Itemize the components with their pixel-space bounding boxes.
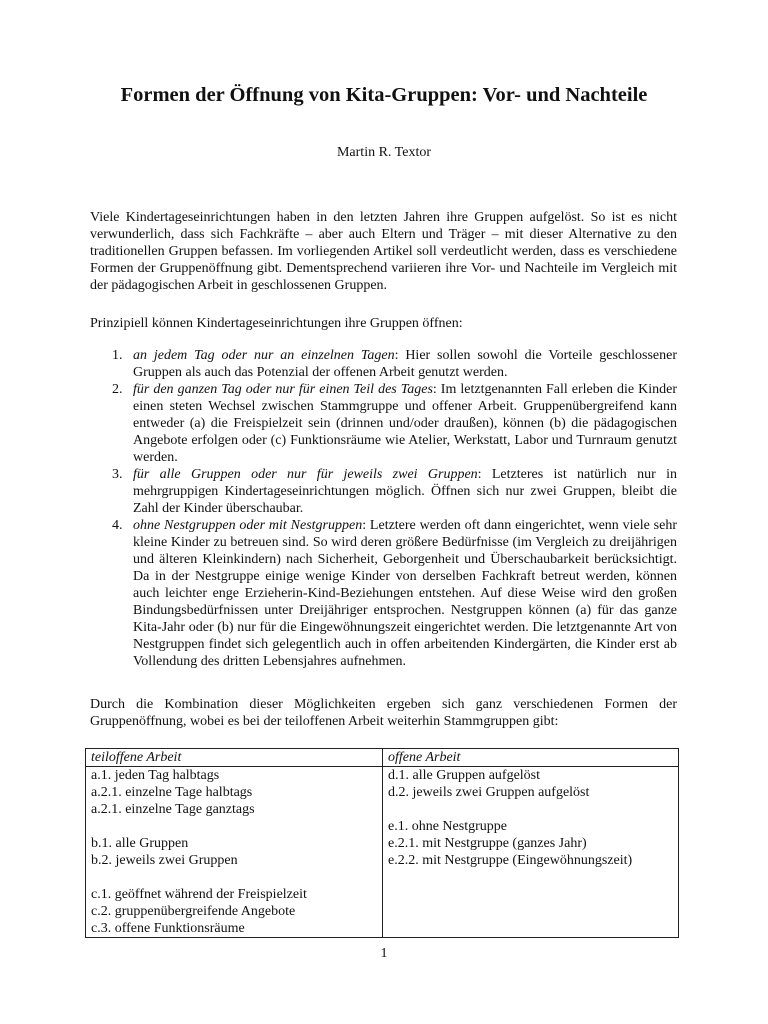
intro-paragraph: Viele Kindertageseinrichtungen haben in den letzten Jahren ihre Gruppen aufgelöst. So ist es nicht verwunderlich, dass sich Fachkräfte – aber auch Eltern und Träger – mit dieser Alternative zu den traditionellen Gruppen befassen. Im vorliegenden Artikel soll verdeutlicht werden, dass es verschiedene Formen der Gruppenöffnung gibt. Dementsprechend variieren ihre Vor- und Nachteile im Vergleich mit der pädagogischen Arbeit in geschlossenen Gruppen. — [90, 210, 677, 293]
table-cell-teiloffen — [86, 767, 383, 938]
table-line: e.2.1. mit Nestgruppe (ganzes Jahr) — [388, 836, 587, 851]
list-item — [90, 466, 677, 517]
list-item-lead: an jedem Tag oder nur an einzelnen Tagen — [133, 348, 395, 363]
list-item-text: : Letztere werden oft dann eingerichtet, wenn viele sehr kleine Kinder zu betreuen sind. So wird deren größere Bedürfnisse (im Vergleich zu dreijährigen und älteren Kleinkindern) nach Sicherheit, Geborgenheit und Überschaubarkeit berücksichtigt. Da in der Nestgruppe einige wenige Kinder von derselben Fachkraft betreut werden, können auch leichter enge Erzieherin-Kind-Beziehungen entstehen. Auf diese Weise wird den großen Bindungsbedürfnissen unter Dreijähriger entsprochen. Nestgruppen können (a) für das ganze Kita-Jahr oder (b) nur für die Eingewöhnungszeit eingerichtet werden. Die letztgenannte Art von Nestgruppen findet sich gelegentlich auch in offen arbeitenden Kindergärten, die Kinder erst ab Vollendung des dritten Lebensjahres aufnehmen. — [133, 518, 677, 669]
list-item — [90, 347, 677, 381]
list-item-lead: für den ganzen Tag oder nur für einen Teil des Tages — [133, 382, 433, 397]
table-line: b.1. alle Gruppen — [91, 836, 189, 851]
table-line: a.2.1. einzelne Tage ganztags — [91, 802, 255, 817]
table-header-row — [86, 749, 679, 767]
list-item-text: : Hier sollen sowohl die Vorteile geschlossener Gruppen als auch das Potenzial der offenen Arbeit genutzt werden. — [133, 348, 677, 380]
table-line: a.2.1. einzelne Tage halbtags — [91, 785, 253, 800]
list-item — [90, 381, 677, 466]
list-item-number: 4. — [112, 518, 123, 533]
table-line: c.1. geöffnet während der Freispielzeit — [91, 887, 307, 902]
opening-forms-table — [85, 748, 679, 938]
list-item — [90, 517, 677, 670]
table-line: b.2. jeweils zwei Gruppen — [91, 853, 238, 868]
list-item-lead: für alle Gruppen oder nur für jeweils zwei Gruppen — [133, 467, 478, 482]
author-name: Martin R. Textor — [336, 145, 432, 160]
table-row — [86, 767, 679, 938]
list-item-lead: ohne Nestgruppen oder mit Nestgruppen — [133, 518, 363, 533]
list-item-number: 2. — [112, 382, 123, 397]
list-item-text: : Im letztgenannten Fall erleben die Kinder einen steten Wechsel zwischen Stammgruppe und offener Arbeit. Gruppenübergreifend kann entweder (a) die Freispielzeit sein (drinnen und/oder draußen), können (b) die pädagogischen Angebote erfolgen oder (c) Funktionsräume wie Atelier, Werkstatt, Labor und Turnraum genutzt werden. — [133, 382, 677, 465]
table-line: c.2. gruppenübergreifende Angebote — [91, 904, 296, 919]
table-header-offen: offene Arbeit — [383, 749, 679, 767]
list-item-number: 3. — [112, 467, 123, 482]
table-line: d.2. jeweils zwei Gruppen aufgelöst — [388, 785, 590, 800]
opening-options-list — [90, 347, 677, 670]
table-cell-offen — [383, 767, 679, 938]
table-line: e.1. ohne Nestgruppe — [388, 819, 507, 834]
table-line: c.3. offene Funktionsräume — [91, 921, 245, 936]
table-line: e.2.2. mit Nestgruppe (Eingewöhnungszeit) — [388, 853, 633, 868]
document-title: Formen der Öffnung von Kita-Gruppen: Vor- und Nachteile — [120, 84, 648, 106]
page-number: 1 — [380, 946, 388, 961]
table-line: d.1. alle Gruppen aufgelöst — [388, 768, 541, 783]
list-item-text: : Letzteres ist natürlich nur in mehrgruppigen Kindertageseinrichtungen möglich. Öffnen sich nur zwei Gruppen, bleibt die Zahl der Kinder überschaubar. — [133, 467, 677, 516]
combination-paragraph: Durch die Kombination dieser Möglichkeiten ergeben sich ganz verschiedenen Formen der Gruppenöffnung, wobei es bei der teiloffenen Arbeit weiterhin Stammgruppen gibt: — [90, 697, 677, 729]
table-header-teiloffen: teiloffene Arbeit — [86, 749, 383, 767]
table-line: a.1. jeden Tag halbtags — [91, 768, 220, 783]
list-intro-paragraph: Prinzipiell können Kindertageseinrichtungen ihre Gruppen öffnen: — [90, 316, 463, 331]
list-item-number: 1. — [112, 348, 123, 363]
